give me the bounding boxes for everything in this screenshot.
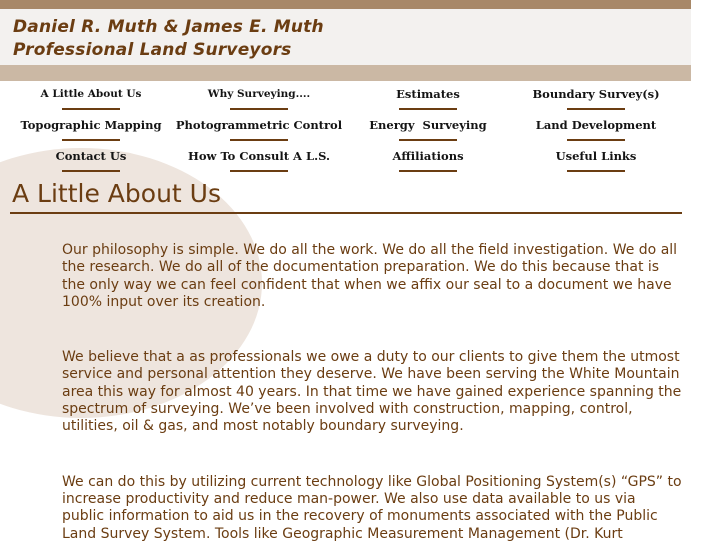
nav-link-land-development[interactable] — [512, 117, 680, 141]
nav-underline — [230, 108, 288, 110]
site-title-line2: Professional Land Surveyors — [13, 40, 292, 60]
nav-underline — [62, 170, 120, 172]
nav-label: Land Development — [535, 118, 657, 132]
header-divider-bar — [0, 65, 691, 81]
paragraph-philosophy: Our philosophy is simple. We do all the work. We do all the field investigation. We do all the research. We do all of the documentation preparation. We do this because that is the only way we can feel confident that when we affix our seal to a document we have 100% input over its creation. — [62, 242, 678, 310]
nav-underline — [399, 108, 457, 110]
nav-label: Estimates — [396, 87, 460, 101]
top-accent-bar — [0, 0, 691, 9]
nav-link-why-surveying[interactable] — [175, 86, 343, 110]
nav-label: Boundary Survey(s) — [532, 87, 660, 101]
site-header — [0, 9, 691, 65]
page-title: A Little About Us — [12, 179, 221, 208]
nav-link-topographic-mapping[interactable] — [7, 117, 175, 141]
nav-label: Energy Surveying — [369, 118, 487, 132]
nav-label: Affiliations — [392, 149, 464, 163]
nav-underline — [62, 108, 120, 110]
nav-link-estimates[interactable] — [344, 86, 512, 110]
nav-label: Topographic Mapping — [20, 118, 162, 132]
nav-underline — [567, 170, 625, 172]
nav-link-about-us[interactable] — [7, 86, 175, 110]
nav-link-useful-links[interactable] — [512, 148, 680, 172]
nav-underline — [567, 139, 625, 141]
nav-label: Useful Links — [555, 149, 637, 163]
nav-link-boundary-surveys[interactable] — [512, 86, 680, 110]
nav-link-contact-us[interactable] — [7, 148, 175, 172]
nav-underline — [399, 139, 457, 141]
nav-underline — [230, 170, 288, 172]
nav-label: A Little About Us — [40, 88, 142, 100]
nav-label: How To Consult A L.S. — [188, 149, 330, 163]
site-title-line1: Daniel R. Muth & James E. Muth — [13, 17, 324, 37]
nav-underline — [567, 108, 625, 110]
nav-label: Photogrammetric Control — [175, 118, 343, 132]
nav-underline — [230, 139, 288, 141]
nav-link-photogrammetric-control[interactable] — [175, 117, 343, 141]
nav-label: Why Surveying.... — [207, 88, 311, 100]
paragraph-technology: We can do this by utilizing current technology like Global Positioning System(s) “GPS” to increase productivity and reduce man-power. We also use data available to us via public information to aid us in the recovery of monuments associated with the Public Land Survey System. Tools like Geographic Measurement Management (Dr. Kurt — [62, 473, 682, 542]
nav-link-energy-surveying[interactable] — [344, 117, 512, 141]
nav-underline — [399, 170, 457, 172]
nav-label: Contact Us — [55, 149, 127, 163]
nav-link-affiliations[interactable] — [344, 148, 512, 172]
main-content — [62, 242, 682, 545]
paragraph-service: We believe that a as professionals we owe a duty to our clients to give them the utmost service and personal attention they deserve. We have been serving the White Mountain area this way for almost 40 years. In that time we have gained experience spanning the spectrum of surveying. We’ve been involved with construction, mapping, control, utilities, oil & gas, and most notably boundary surveying. — [62, 349, 682, 435]
nav-link-how-to-consult[interactable] — [175, 148, 343, 172]
nav-underline — [62, 139, 120, 141]
title-divider — [10, 212, 682, 214]
